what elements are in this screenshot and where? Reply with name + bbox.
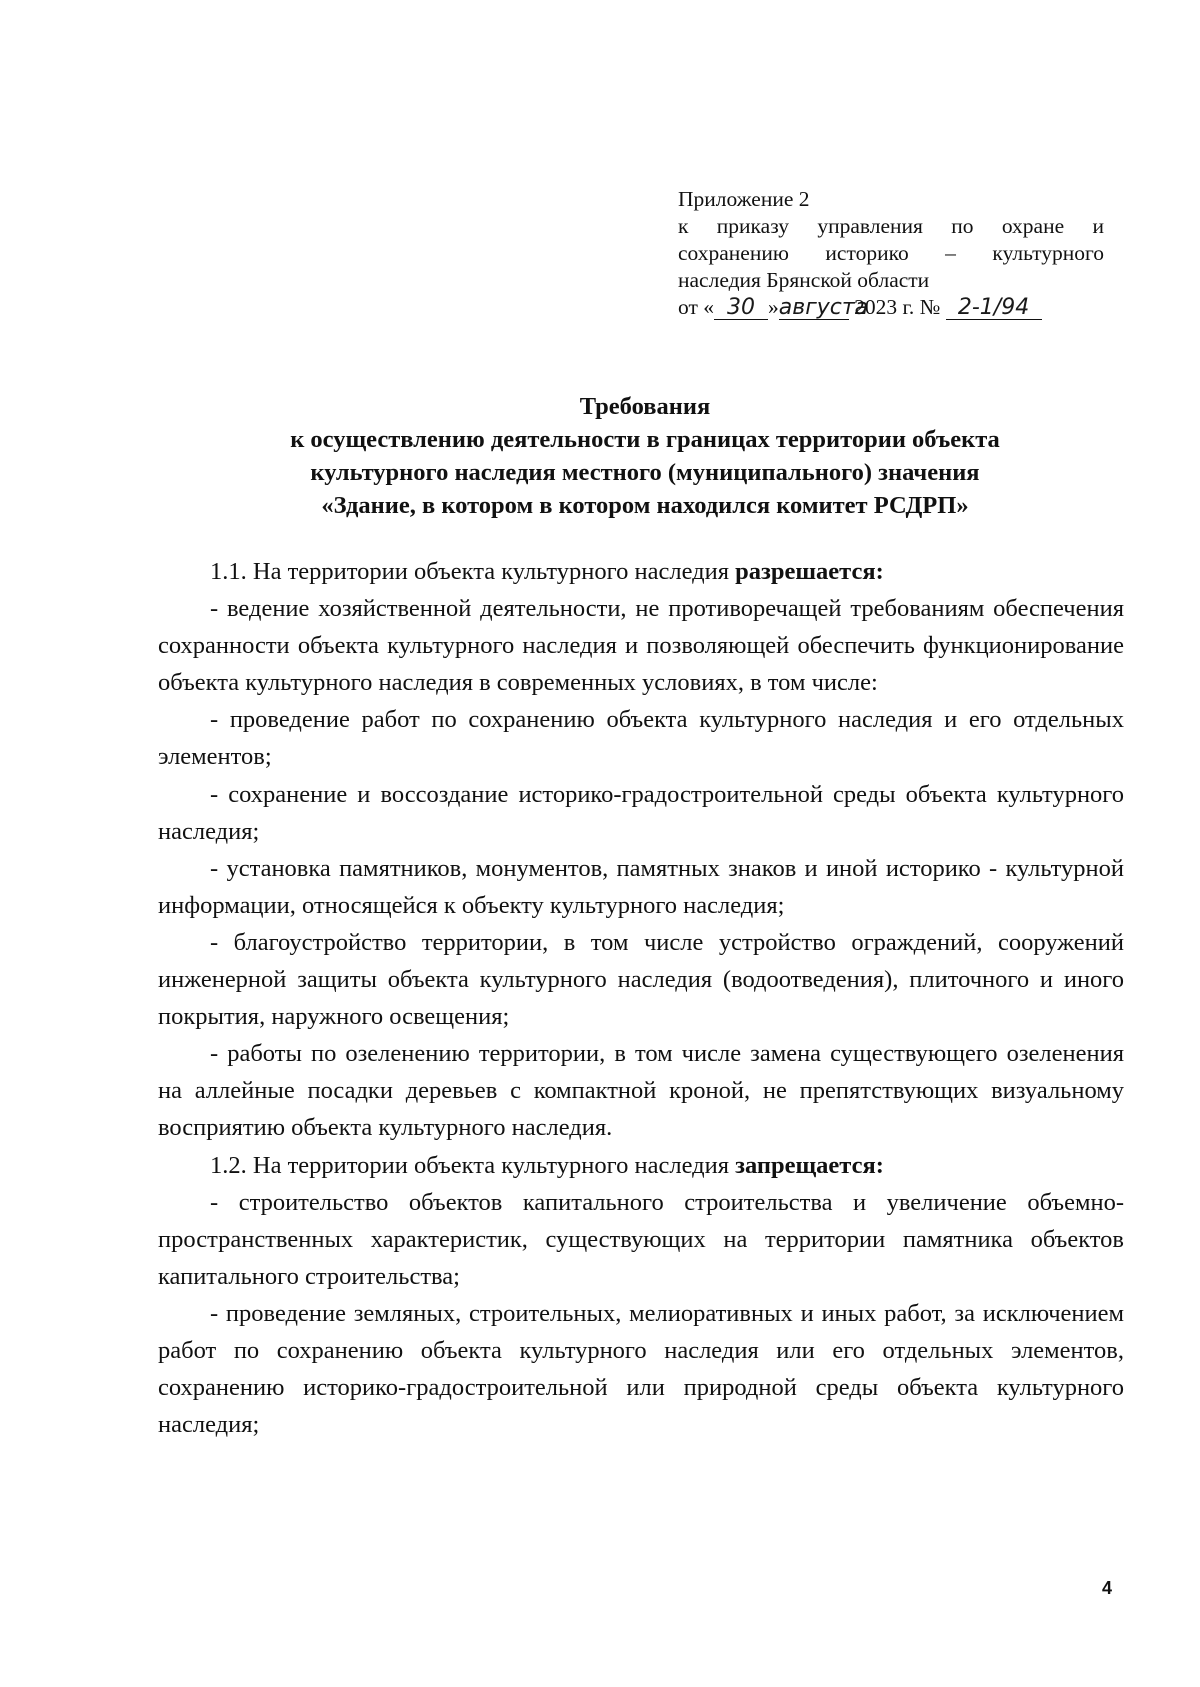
document-title bbox=[160, 390, 1130, 522]
title-line-4: «Здание, в котором в котором находился комитет РСДРП» bbox=[321, 492, 969, 519]
date-prefix: от « bbox=[678, 295, 714, 319]
appendix-region: наследия Брянской области bbox=[678, 268, 930, 292]
title-line-3: культурного наследия местного (муниципального) значения bbox=[310, 459, 980, 486]
appendix-date-line bbox=[678, 294, 1104, 321]
handwritten-month: августа bbox=[778, 295, 869, 320]
appendix-title: Приложение 2 bbox=[678, 187, 810, 211]
appendix-header bbox=[678, 186, 1104, 321]
section-2-item: - проведение земляных, строительных, мелиоративных и иных работ, за исключением работ по сохранению объекта культурного наследия или его отдельных элементов, сохранению историко-градостроительной или природной среды объекта культурного наследия; bbox=[158, 1299, 1124, 1439]
title-line-1: Требования bbox=[579, 393, 711, 420]
section-1-heading-text: 1.1. На территории объекта культурного наследия bbox=[210, 558, 736, 585]
page-number: 4 bbox=[1102, 1578, 1113, 1598]
section-1-item: - работы по озеленению территории, в том числе замена существующего озеленения на аллейные посадки деревьев с компактной кроной, не препятствующих визуальному восприятию объекта культурного наследия. bbox=[158, 1040, 1124, 1142]
appendix-order-ref: к приказу управления по охране и bbox=[678, 214, 1104, 238]
section-2-heading-text: 1.2. На территории объекта культурного наследия bbox=[210, 1151, 736, 1179]
section-1-item: - благоустройство территории, в том числе устройство ограждений, сооружений инженерной защиты объекта культурного наследия (водоотведения), плиточного и иного покрытия, наружного освещения; bbox=[158, 928, 1124, 1031]
section-1-item: - установка памятников, монументов, памятных знаков и иной историко - культурной информации, относящейся к объекту культурного наследия; bbox=[158, 854, 1124, 919]
section-1-item: - проведение работ по сохранению объекта культурного наследия и его отдельных элементов; bbox=[158, 706, 1124, 771]
section-2-item: - строительство объектов капитального строительства и увеличение объемно-пространственных характеристик, существующих на территории памятника объектов капитального строительства; bbox=[158, 1188, 1124, 1290]
section-1-item: - сохранение и воссоздание историко-градостроительной среды объекта культурного наследия; bbox=[158, 780, 1124, 845]
section-2-heading bbox=[158, 1147, 1124, 1184]
date-day-suffix: » bbox=[768, 295, 779, 319]
handwritten-order-number: 2-1/94 bbox=[946, 297, 1042, 320]
section-1-item: - ведение хозяйственной деятельности, не противоречащей требованиям обеспечения сохранности объекта культурного наследия и позволяющей обеспечить функционирование объекта культурного наследия в современных условиях, в том числе: bbox=[158, 595, 1124, 697]
date-year: 2023 г. № bbox=[848, 295, 946, 319]
section-1-keyword: разрешается: bbox=[735, 558, 884, 585]
title-line-2: к осуществлению деятельности в границах территории объекта bbox=[290, 426, 1000, 453]
document-body bbox=[158, 553, 1124, 1443]
section-2-keyword: запрещается: bbox=[735, 1151, 884, 1179]
handwritten-day: 30 bbox=[714, 297, 768, 320]
section-1-heading bbox=[158, 553, 1124, 590]
appendix-department: сохранению историко – культурного bbox=[678, 241, 1104, 265]
